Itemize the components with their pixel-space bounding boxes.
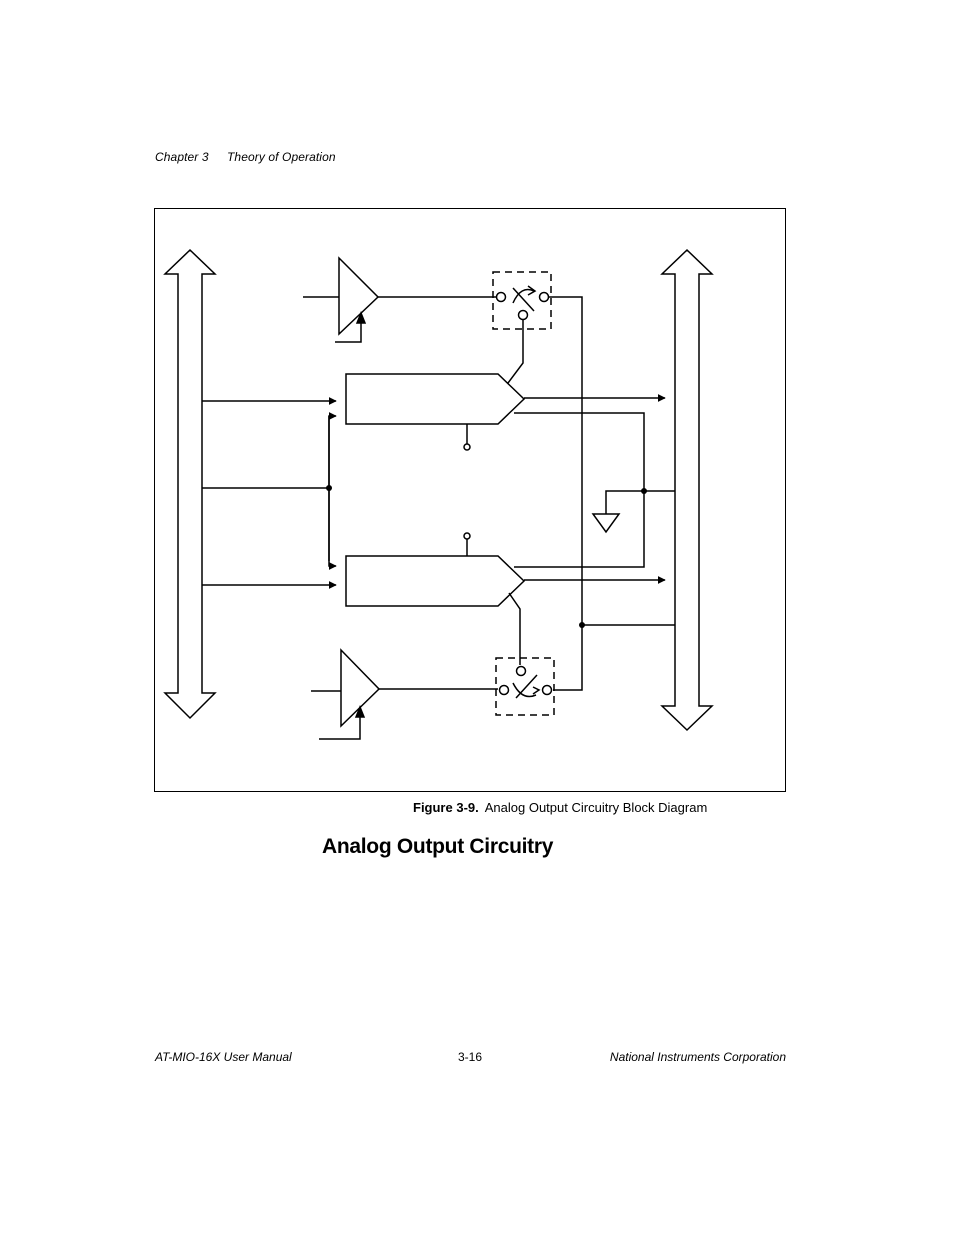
figure-caption xyxy=(413,800,707,815)
figure-caption-text: Analog Output Circuitry Block Diagram xyxy=(484,800,708,815)
footer-company: National Instruments Corporation xyxy=(609,1050,786,1064)
running-head-title: Theory of Operation xyxy=(227,150,336,164)
section-heading: Analog Output Circuitry xyxy=(322,835,554,858)
figure-frame xyxy=(154,208,786,792)
block-diagram xyxy=(155,209,787,793)
figure-number: Figure 3-9. xyxy=(413,800,479,815)
right-bus-arrow xyxy=(662,250,712,730)
running-head-chapter: Chapter 3 xyxy=(155,150,209,164)
left-bus-arrow xyxy=(165,250,215,718)
bottom-dac-block xyxy=(346,556,524,606)
ground-symbol xyxy=(593,514,619,532)
top-dac-block xyxy=(346,374,524,424)
footer-page-number: 3-16 xyxy=(458,1050,483,1064)
footer-manual-title: AT-MIO-16X User Manual xyxy=(155,1050,292,1064)
